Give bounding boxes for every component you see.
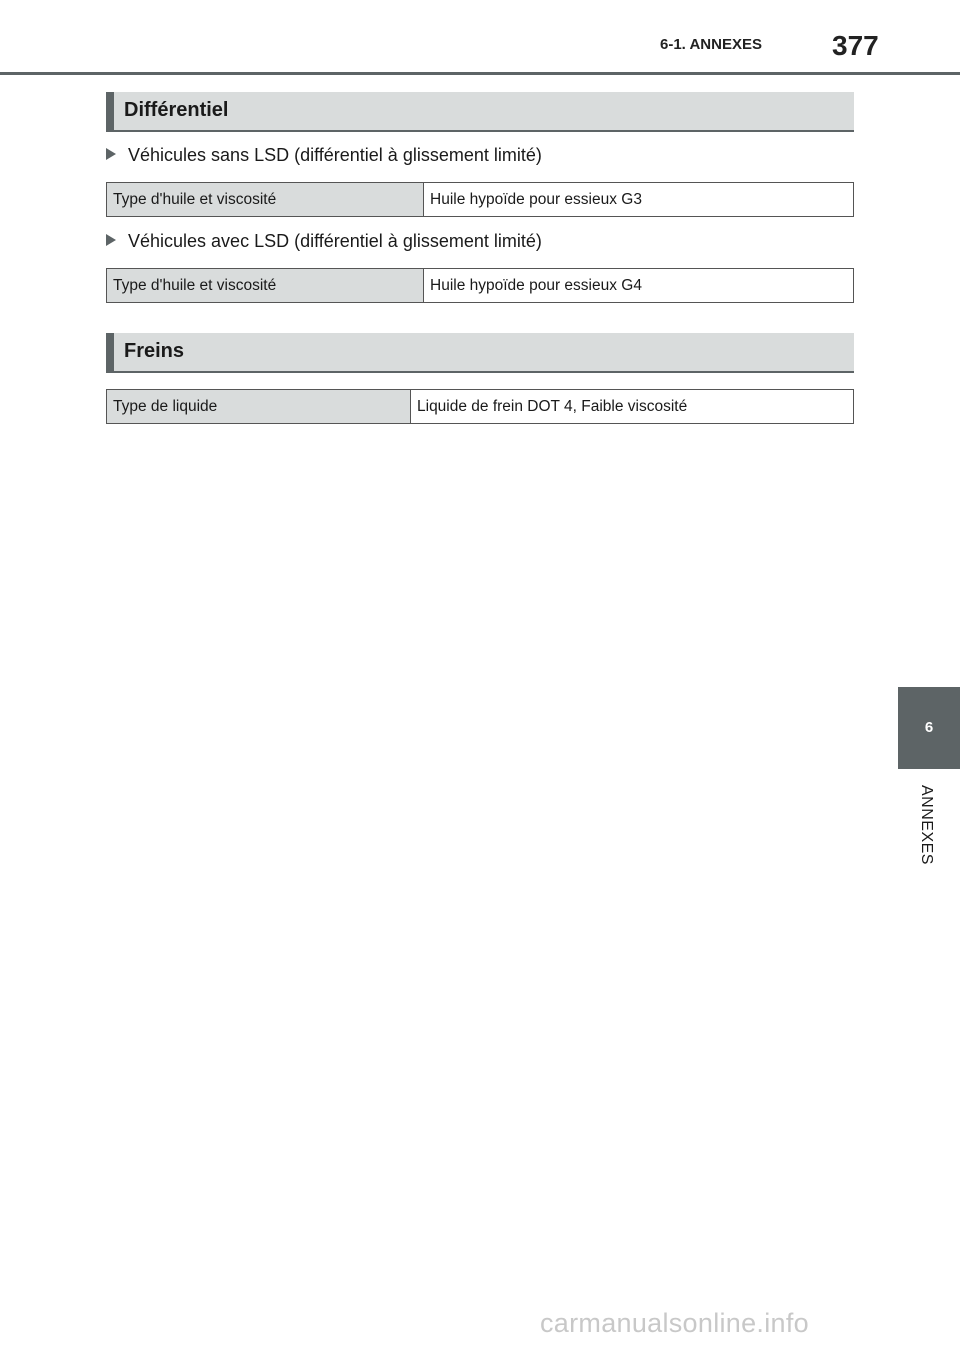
table-key-cell: Type d'huile et viscosité	[107, 183, 424, 217]
watermark: carmanualsonline.info	[540, 1308, 809, 1338]
bullet-text: Véhicules avec LSD (différentiel à glissement limité)	[128, 231, 542, 251]
triangle-bullet-icon	[106, 148, 116, 160]
chapter-tab-number: 6	[898, 687, 960, 769]
page-number: 377	[832, 30, 879, 61]
bullet-item-avec-lsd	[106, 231, 542, 252]
section-heading-title: Différentiel	[124, 99, 229, 121]
table-value-cell: Liquide de frein DOT 4, Faible viscosité	[411, 390, 854, 424]
section-heading-title: Freins	[124, 340, 185, 362]
table-row	[107, 269, 854, 303]
spec-table-sans-lsd	[106, 182, 854, 217]
table-key-cell: Type de liquide	[107, 390, 411, 424]
bullet-text: Véhicules sans LSD (différentiel à glissement limité)	[128, 145, 542, 165]
triangle-bullet-icon	[106, 234, 116, 246]
chapter-tab-label: ANNEXES	[918, 785, 935, 865]
section-heading-freins	[106, 333, 854, 373]
header-section-title: 6-1. ANNEXES	[660, 36, 762, 53]
table-value-cell: Huile hypoïde pour essieux G3	[424, 183, 854, 217]
table-row	[107, 390, 854, 424]
section-heading-bar	[106, 92, 114, 130]
table-row	[107, 183, 854, 217]
spec-table-avec-lsd	[106, 268, 854, 303]
bullet-item-sans-lsd	[106, 145, 542, 166]
header-divider	[0, 72, 960, 75]
spec-table-freins	[106, 389, 854, 424]
table-value-cell: Huile hypoïde pour essieux G4	[424, 269, 854, 303]
section-heading-differentiel	[106, 92, 854, 132]
table-key-cell: Type d'huile et viscosité	[107, 269, 424, 303]
section-heading-bar	[106, 333, 114, 371]
